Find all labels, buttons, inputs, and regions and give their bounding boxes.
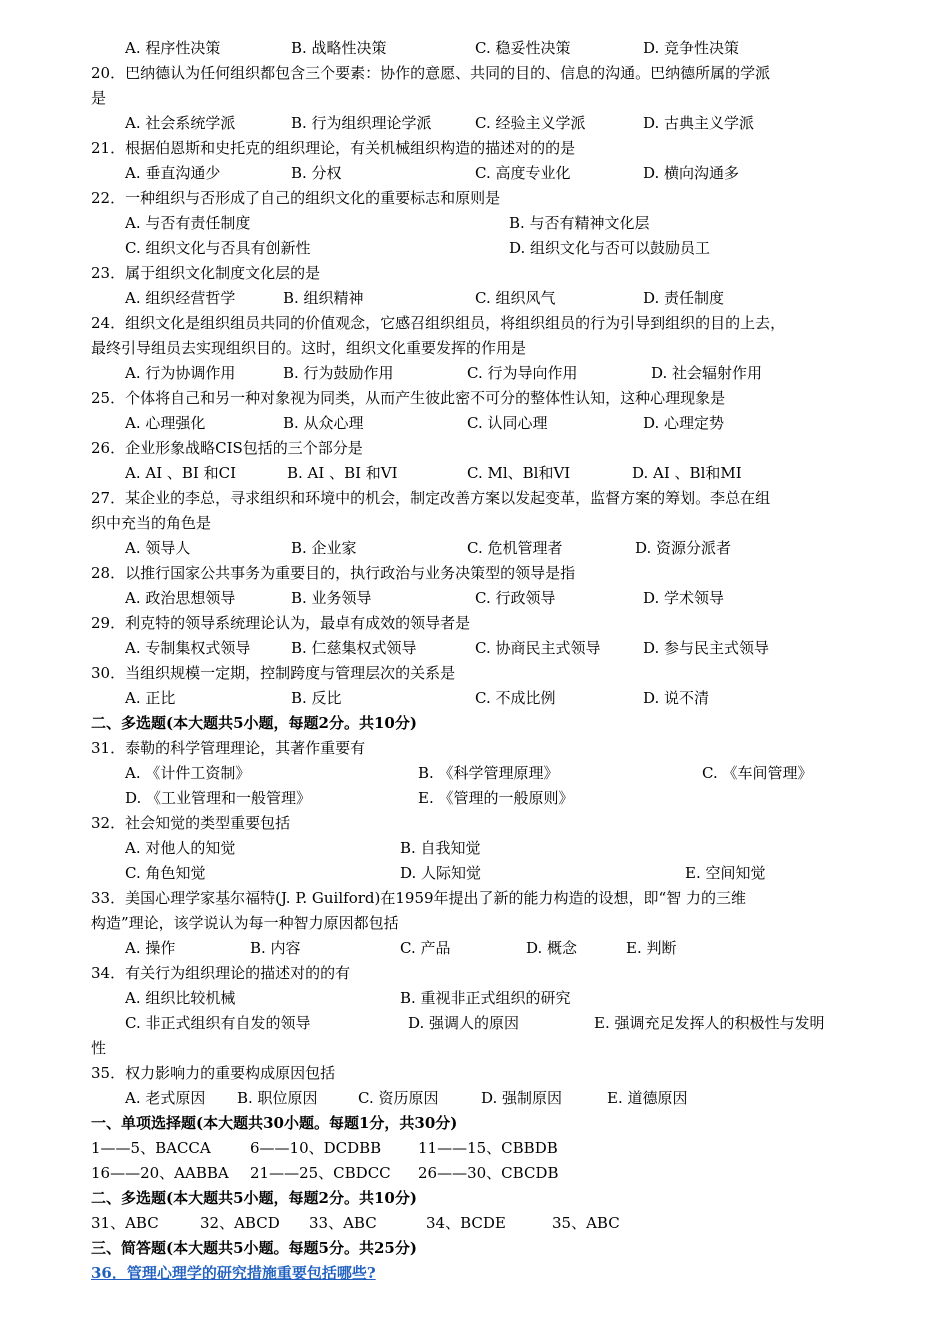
q27-stem-line1: 27．某企业的李总，寻求组织和环境中的机会，制定改善方案以发起变革，监督方案的筹划。李总在组 (91, 489, 771, 507)
q36-link[interactable]: 36．管理心理学的研究措施重要包括哪些? (91, 1264, 376, 1282)
q34-option-e-wrap: 性 (91, 1039, 107, 1057)
q19-option-b: B. 战略性决策 (291, 39, 387, 57)
q32-stem: 32．社会知觉的类型重要包括 (91, 814, 291, 832)
q22-option-a: A. 与否有责任制度 (125, 214, 251, 232)
q24-option-d: D. 社会辐射作用 (651, 364, 763, 382)
q22-option-d: D. 组织文化与否可以鼓励员工 (509, 239, 711, 257)
q30-option-d: D. 说不清 (643, 689, 710, 707)
q27-stem-line2: 织中充当的角色是 (91, 514, 212, 532)
q32-option-a: A. 对他人的知觉 (125, 839, 236, 857)
answer-32: 32、ABCD (200, 1214, 280, 1232)
q29-option-b: B. 仁慈集权式领导 (291, 639, 417, 657)
q21-stem: 21．根据伯恩斯和史托克的组织理论，有关机械组织构造的描述对的的是 (91, 139, 576, 157)
q32-option-b: B. 自我知觉 (400, 839, 481, 857)
q31-option-a: A. 《计件工资制》 (125, 764, 251, 782)
q30-stem: 30．当组织规模一定期，控制跨度与管理层次的关系是 (91, 664, 456, 682)
q25-option-c: C. 认同心理 (467, 414, 548, 432)
q26-option-a: A. AI 、BI 和CI (125, 464, 237, 482)
q31-stem: 31．泰勒的科学管理理论，其著作重要有 (91, 739, 366, 757)
q28-stem: 28．以推行国家公共事务为重要目的，执行政治与业务决策型的领导是指 (91, 564, 576, 582)
q26-option-c: C. Ml、Bl和VI (467, 464, 571, 482)
q20-stem-line1: 20．巴纳德认为任何组织都包含三个要素：协作的意愿、共同的目的、信息的沟通。巴纳德所属的学派 (91, 64, 771, 82)
answer-range-16-20: 16——20、AABBA (91, 1164, 229, 1182)
q25-option-b: B. 从众心理 (283, 414, 364, 432)
answers-section1-heading: 一、单项选择题(本大题共30小题。每题1分，共30分) (91, 1114, 458, 1132)
q30-option-c: C. 不成比例 (475, 689, 556, 707)
q24-stem-line1: 24．组织文化是组织组员共同的价值观念，它感召组织组员，将组织组员的行为引导到组织的目的上去， (91, 314, 786, 332)
q33-option-a: A. 操作 (125, 939, 176, 957)
q23-option-c: C. 组织风气 (475, 289, 556, 307)
q33-option-b: B. 内容 (250, 939, 301, 957)
q24-option-c: C. 行为导向作用 (467, 364, 578, 382)
q28-option-a: A. 政治思想领导 (125, 589, 236, 607)
q32-option-c: C. 角色知觉 (125, 864, 206, 882)
q30-option-a: A. 正比 (125, 689, 176, 707)
q27-option-d: D. 资源分派者 (635, 539, 732, 557)
q35-stem: 35．权力影响力的重要构成原因包括 (91, 1064, 336, 1082)
answers-section2-heading: 二、多选题(本大题共5小题，每题2分。共10分) (91, 1189, 417, 1207)
q33-stem-line2: 构造”理论，该学说认为每一种智力原因都包括 (91, 914, 399, 932)
q25-stem: 25．个体将自己和另一种对象视为同类，从而产生彼此密不可分的整体性认知，这种心理现象是 (91, 389, 726, 407)
q19-option-d: D. 竞争性决策 (643, 39, 740, 57)
q20-option-a: A. 社会系统学派 (125, 114, 236, 132)
q29-stem: 29．利克特的领导系统理论认为，最卓有成效的领导者是 (91, 614, 471, 632)
q30-option-b: B. 反比 (291, 689, 342, 707)
answer-range-21-25: 21——25、CBDCC (250, 1164, 391, 1182)
q28-option-d: D. 学术领导 (643, 589, 725, 607)
q23-stem: 23．属于组织文化制度文化层的是 (91, 264, 321, 282)
q27-option-b: B. 企业家 (291, 539, 357, 557)
q26-option-d: D. AI 、Bl和MI (632, 464, 742, 482)
answer-34: 34、BCDE (426, 1214, 506, 1232)
q35-option-b: B. 职位原因 (237, 1089, 318, 1107)
q22-option-c: C. 组织文化与否具有创新性 (125, 239, 311, 257)
q27-option-c: C. 危机管理者 (467, 539, 563, 557)
q21-option-b: B. 分权 (291, 164, 342, 182)
q23-option-d: D. 责任制度 (643, 289, 725, 307)
q28-option-c: C. 行政领导 (475, 589, 556, 607)
q26-option-b: B. AI 、BI 和VI (287, 464, 398, 482)
q23-option-b: B. 组织精神 (283, 289, 364, 307)
answer-range-6-10: 6——10、DCDBB (250, 1139, 382, 1157)
q32-option-d: D. 人际知觉 (400, 864, 482, 882)
q33-option-d: D. 概念 (526, 939, 578, 957)
section2-heading: 二、多选题(本大题共5小题，每题2分。共10分) (91, 714, 417, 732)
q26-stem: 26．企业形象战略CIS包括的三个部分是 (91, 439, 363, 457)
q35-option-e: E. 道德原因 (607, 1089, 688, 1107)
q34-option-b: B. 重视非正式组织的研究 (400, 989, 571, 1007)
q20-option-b: B. 行为组织理论学派 (291, 114, 432, 132)
q34-option-a: A. 组织比较机械 (125, 989, 236, 1007)
answer-range-11-15: 11——15、CBBDB (418, 1139, 558, 1157)
answer-33: 33、ABC (309, 1214, 377, 1232)
q33-stem-line1: 33．美国心理学家基尔福特(J. P. Guilford)在1959年提出了新的能力构造的设想，即“智 力的三维 (91, 889, 746, 907)
q20-option-d: D. 古典主义学派 (643, 114, 755, 132)
q31-option-d: D. 《工业管理和一般管理》 (125, 789, 312, 807)
q29-option-c: C. 协商民主式领导 (475, 639, 601, 657)
q31-option-c: C. 《车间管理》 (702, 764, 813, 782)
q29-option-a: A. 专制集权式领导 (125, 639, 251, 657)
q34-option-d: D. 强调人的原因 (408, 1014, 520, 1032)
q22-option-b: B. 与否有精神文化层 (509, 214, 650, 232)
q19-option-c: C. 稳妥性决策 (475, 39, 571, 57)
q24-option-a: A. 行为协调作用 (125, 364, 236, 382)
q23-option-a: A. 组织经营哲学 (125, 289, 236, 307)
q35-option-a: A. 老式原因 (125, 1089, 206, 1107)
q19-option-a: A. 程序性决策 (125, 39, 221, 57)
q22-stem: 22．一种组织与否形成了自己的组织文化的重要标志和原则是 (91, 189, 501, 207)
q21-option-d: D. 横向沟通多 (643, 164, 740, 182)
q34-option-e: E. 强调充足发挥人的积极性与发明 (594, 1014, 825, 1032)
q24-option-b: B. 行为鼓励作用 (283, 364, 394, 382)
q31-option-e: E. 《管理的一般原则》 (418, 789, 574, 807)
q25-option-a: A. 心理强化 (125, 414, 206, 432)
q21-option-a: A. 垂直沟通少 (125, 164, 221, 182)
q35-option-d: D. 强制原因 (481, 1089, 563, 1107)
answer-35: 35、ABC (552, 1214, 620, 1232)
q20-stem-line2: 是 (91, 89, 107, 107)
q25-option-d: D. 心理定势 (643, 414, 725, 432)
q28-option-b: B. 业务领导 (291, 589, 372, 607)
answer-range-1-5: 1——5、BACCA (91, 1139, 211, 1157)
answer-range-26-30: 26——30、CBCDB (418, 1164, 559, 1182)
q24-stem-line2: 最终引导组员去实现组织目的。这时，组织文化重要发挥的作用是 (91, 339, 527, 357)
answers-section3-heading: 三、简答题(本大题共5小题。每题5分。共25分) (91, 1239, 417, 1257)
q20-option-c: C. 经验主义学派 (475, 114, 586, 132)
q33-option-e: E. 判断 (626, 939, 677, 957)
q27-option-a: A. 领导人 (125, 539, 191, 557)
q32-option-e: E. 空间知觉 (685, 864, 766, 882)
q34-stem: 34．有关行为组织理论的描述对的的有 (91, 964, 351, 982)
q33-option-c: C. 产品 (400, 939, 451, 957)
q31-option-b: B. 《科学管理原理》 (418, 764, 559, 782)
q29-option-d: D. 参与民主式领导 (643, 639, 770, 657)
answer-31: 31、ABC (91, 1214, 159, 1232)
q34-option-c: C. 非正式组织有自发的领导 (125, 1014, 311, 1032)
q21-option-c: C. 高度专业化 (475, 164, 571, 182)
q35-option-c: C. 资历原因 (358, 1089, 439, 1107)
